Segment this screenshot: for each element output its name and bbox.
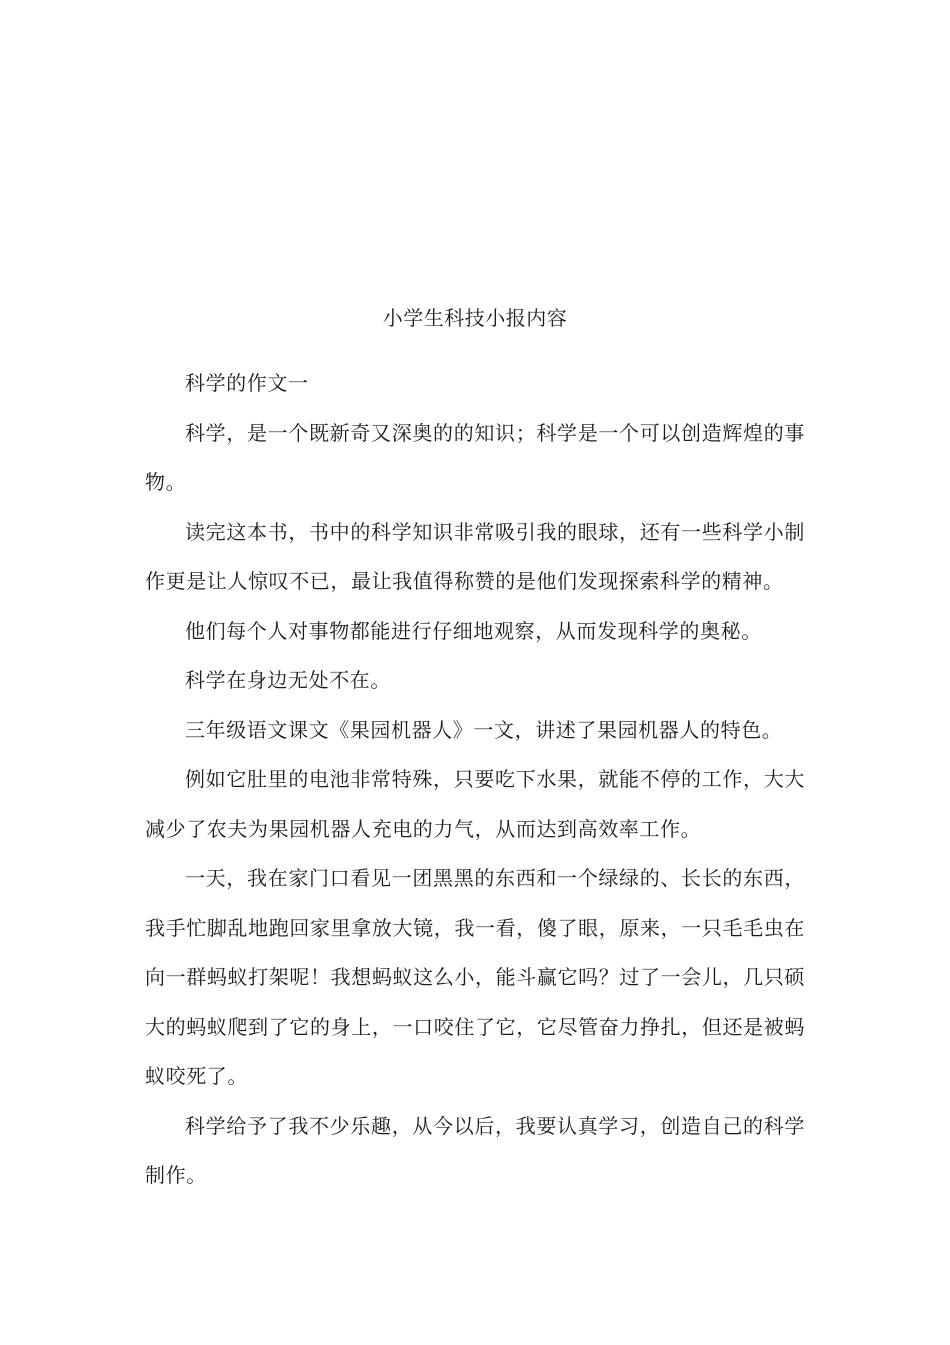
document-title: 小学生科技小报内容 (382, 306, 568, 330)
paragraph: 例如它肚里的电池非常特殊，只要吃下水果，就能不停的工作，大大减少了农夫为果园机器人充电的力气，从而达到高效率工作。 (145, 767, 805, 841)
paragraph: 科学在身边无处不在。 (185, 668, 391, 692)
paragraph: 科学给予了我不少乐趣，从今以后，我要认真学习，创造自己的科学制作。 (145, 1113, 805, 1187)
paragraph: 一天，我在家门口看见一团黑黑的东西和一个绿绿的、长长的东西，我手忙脚乱地跑回家里拿放大镜，我一看，傻了眼，原来，一只毛毛虫在向一群蚂蚁打架呢！我想蚂蚁这么小，能斗赢它吗？过了一会儿，几只硕大的蚂蚁爬到了它的身上，一口咬住了它，它尽管奋力挣扎，但还是被蚂蚁咬死了。 (145, 866, 805, 1088)
paragraph: 科学，是一个既新奇又深奥的的知识；科学是一个可以创造辉煌的事物。 (145, 420, 805, 494)
document-page (145, 296, 805, 1201)
paragraph: 读完这本书，书中的科学知识非常吸引我的眼球，还有一些科学小制作更是让人惊叹不已，最让我值得称赞的是他们发现探索科学的精神。 (145, 519, 805, 593)
paragraph-essay-heading: 科学的作文一 (185, 371, 309, 395)
paragraph: 他们每个人对事物都能进行仔细地观察，从而发现科学的奥秘。 (185, 618, 762, 643)
paragraph: 三年级语文课文《果园机器人》一文，讲述了果园机器人的特色。 (185, 717, 783, 742)
